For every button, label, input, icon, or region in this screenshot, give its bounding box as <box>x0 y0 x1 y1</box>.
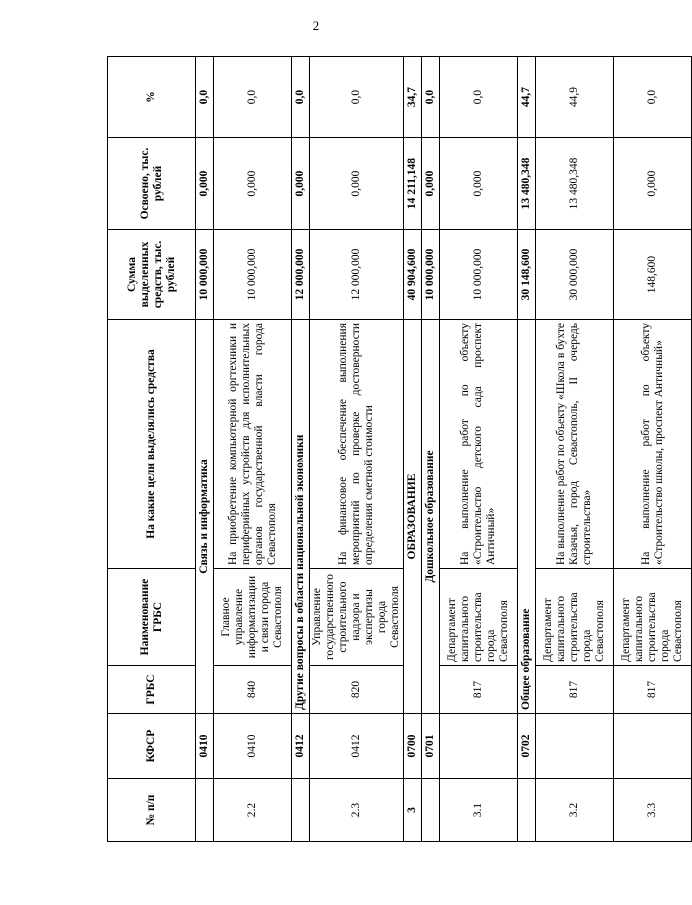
cell-percent: 0,0 <box>422 57 440 138</box>
header-row <box>108 57 196 842</box>
cell-allocated: 30 148,600 <box>518 230 536 320</box>
cell-spent: 13 480,348 <box>536 138 614 230</box>
table-row-3-2 <box>536 57 614 842</box>
cell-name: Главное управление информатизации и связи города Севастополя <box>214 569 292 666</box>
header-purpose: На какие цели выделялись средства <box>108 320 196 569</box>
table-row-3-1 <box>440 57 518 842</box>
cell-percent: 44,9 <box>536 57 614 138</box>
rotated-table-wrapper <box>107 57 684 842</box>
cell-name: Департамент капитального строительства города Севастополя <box>440 569 518 666</box>
cell-grbs: 820 <box>310 666 404 714</box>
header-spent: Освоено, тыс. рублей <box>108 138 196 230</box>
cell-allocated: 12 000,000 <box>310 230 404 320</box>
cell-spent: 0,000 <box>422 138 440 230</box>
cell-grbs: 817 <box>536 666 614 714</box>
cell-name: Управление государственного строительного надзора и экспертизы города Севастополя <box>310 569 404 666</box>
cell-spent: 14 211,148 <box>404 138 422 230</box>
cell-allocated: 30 000,000 <box>536 230 614 320</box>
cell-percent: 0,0 <box>440 57 518 138</box>
cell-num: 2.2 <box>214 779 292 842</box>
header-allocated: Сумма выделенных средств, тыс. рублей <box>108 230 196 320</box>
cell-kfsr: 0410 <box>196 714 214 779</box>
cell-num: 3.1 <box>440 779 518 842</box>
cell-percent: 0,0 <box>196 57 214 138</box>
cell-grbs: 817 <box>440 666 518 714</box>
cell-purpose: На финансовое обеспечение выполнения мероприятий по проверке достоверности определения сметной стоимости <box>310 320 404 569</box>
cell-percent: 34,7 <box>404 57 422 138</box>
cell-kfsr: 0702 <box>518 714 536 779</box>
cell-num: 3.3 <box>614 779 692 842</box>
cell-allocated: 148,600 <box>614 230 692 320</box>
cell-num <box>196 779 214 842</box>
cell-num: 2.3 <box>310 779 404 842</box>
cell-purpose: На приобретение компьютерной оргтехники и периферийных устройств для исполнительных органов государственной власти города Севастополя <box>214 320 292 569</box>
cell-num <box>422 779 440 842</box>
header-num: № п/п <box>108 779 196 842</box>
cell-allocated: 10 000,000 <box>196 230 214 320</box>
section-row-0700 <box>404 57 422 842</box>
cell-spent: 0,000 <box>440 138 518 230</box>
cell-section-title: Другие вопросы в области национальной экономики <box>292 320 310 714</box>
cell-allocated: 10 000,000 <box>440 230 518 320</box>
cell-section-title: Связь и информатика <box>196 320 214 714</box>
header-name-grbs: Наименование ГРБС <box>108 569 196 666</box>
cell-spent: 13 480,348 <box>518 138 536 230</box>
cell-section-title: Общее образование <box>518 320 536 714</box>
cell-num: 3.2 <box>536 779 614 842</box>
cell-percent: 0,0 <box>310 57 404 138</box>
cell-kfsr <box>536 714 614 779</box>
cell-kfsr: 0412 <box>292 714 310 779</box>
cell-spent: 0,000 <box>310 138 404 230</box>
header-percent: % <box>108 57 196 138</box>
cell-kfsr: 0412 <box>310 714 404 779</box>
cell-name: Департамент капитального строительства города Севастополя <box>614 569 692 666</box>
cell-kfsr: 0700 <box>404 714 422 779</box>
budget-table <box>107 56 692 842</box>
cell-kfsr <box>614 714 692 779</box>
cell-percent: 44,7 <box>518 57 536 138</box>
cell-spent: 0,000 <box>196 138 214 230</box>
cell-purpose: На выполнение работ по объекту «Строительство школы, проспект Античный» <box>614 320 692 569</box>
header-grbs: ГРБС <box>108 666 196 714</box>
cell-kfsr: 0701 <box>422 714 440 779</box>
section-row-0702 <box>518 57 536 842</box>
cell-name: Департамент капитального строительства города Севастополя <box>536 569 614 666</box>
cell-allocated: 10 000,000 <box>214 230 292 320</box>
cell-num <box>518 779 536 842</box>
cell-spent: 0,000 <box>614 138 692 230</box>
section-row-0410 <box>196 57 214 842</box>
table-row-2-2 <box>214 57 292 842</box>
cell-grbs: 840 <box>214 666 292 714</box>
page-number: 2 <box>312 18 320 33</box>
cell-percent: 0,0 <box>614 57 692 138</box>
cell-percent: 0,0 <box>214 57 292 138</box>
header-kfsr: КФСР <box>108 714 196 779</box>
section-row-0412 <box>292 57 310 842</box>
cell-spent: 0,000 <box>292 138 310 230</box>
cell-kfsr <box>440 714 518 779</box>
cell-allocated: 12 000,000 <box>292 230 310 320</box>
cell-allocated: 40 904,600 <box>404 230 422 320</box>
cell-purpose: На выполнение работ по объекту «Школа в бухте Казачья, город Севастополь, II очередь строительства» <box>536 320 614 569</box>
cell-section-title: Дошкольное образование <box>422 320 440 714</box>
cell-num: 3 <box>404 779 422 842</box>
table-row-2-3 <box>310 57 404 842</box>
cell-percent: 0,0 <box>292 57 310 138</box>
cell-section-title: ОБРАЗОВАНИЕ <box>404 320 422 714</box>
section-row-0701 <box>422 57 440 842</box>
cell-allocated: 10 000,000 <box>422 230 440 320</box>
cell-grbs: 817 <box>614 666 692 714</box>
cell-kfsr: 0410 <box>214 714 292 779</box>
table-row-3-3 <box>614 57 692 842</box>
cell-purpose: На выполнение работ по объекту «Строительство детского сада проспект Античный» <box>440 320 518 569</box>
cell-spent: 0,000 <box>214 138 292 230</box>
cell-num <box>292 779 310 842</box>
